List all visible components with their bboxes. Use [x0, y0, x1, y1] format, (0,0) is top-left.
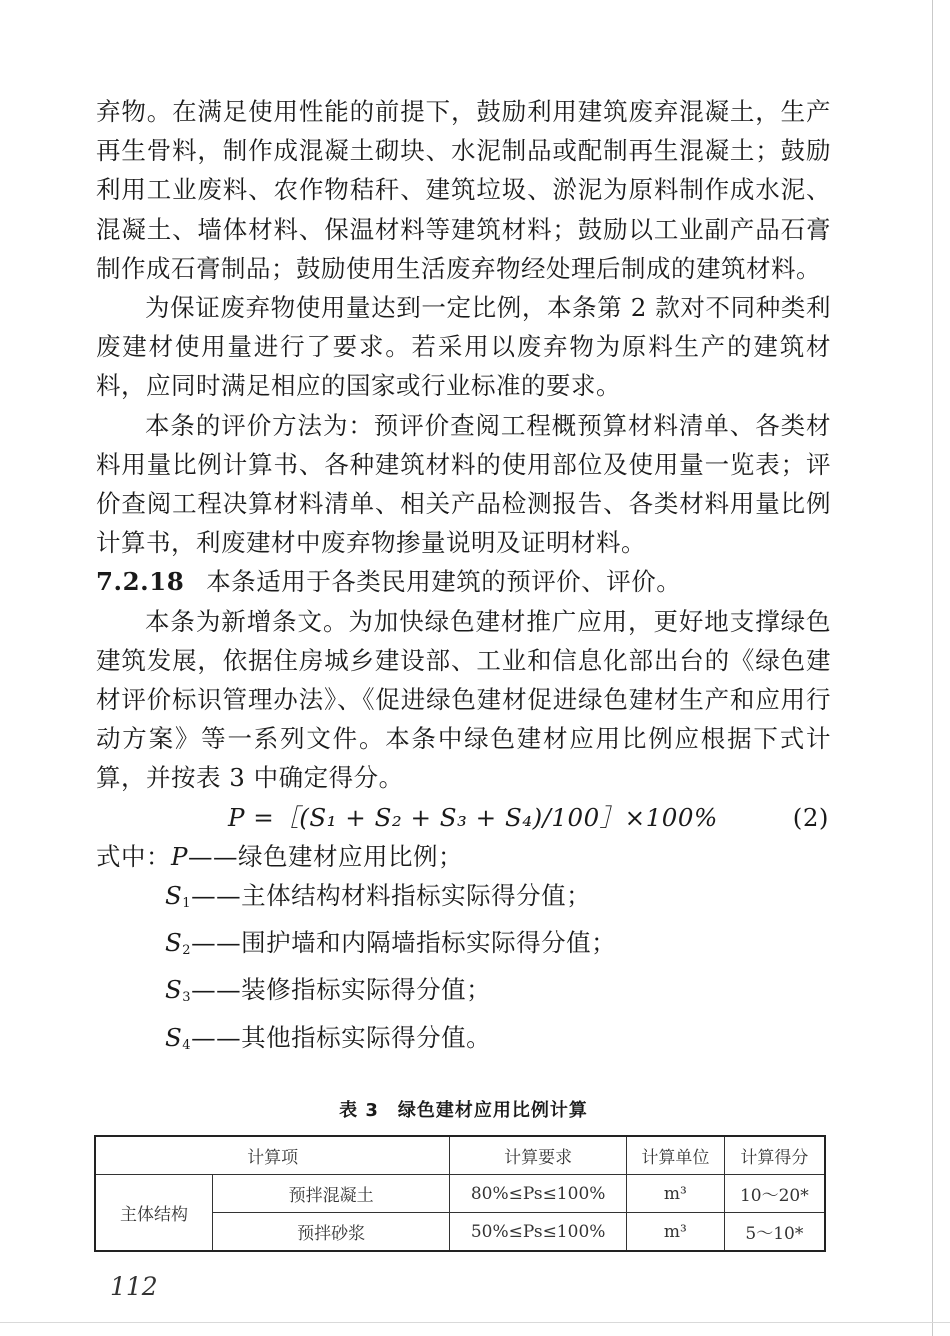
- symbol-S2: S: [165, 928, 183, 958]
- symbol-S3-sub: 3: [182, 990, 192, 1006]
- symbol-S1: S: [165, 881, 183, 911]
- definition-S3-text: ——装修指标实际得分值；: [191, 975, 492, 1005]
- body-text: [96, 92, 831, 1065]
- symbol-S4: S: [165, 1022, 183, 1052]
- formula: P =［(S₁ + S₂ + S₃ + S₄)/100］×100%: [228, 802, 718, 832]
- cell-unit: m³: [627, 1213, 725, 1252]
- page-edge-right: [932, 0, 933, 1336]
- definition-S1-text: ——主体结构材料指标实际得分值；: [191, 881, 592, 911]
- symbol-S3: S: [165, 975, 183, 1005]
- clause-heading: [96, 562, 831, 601]
- paragraph-evaluation-method: 本条的评价方法为：预评价查阅工程概预算材料清单、各类材料用量比例计算书、各种建筑材料的使用部位及使用量一览表；评价查阅工程决算材料清单、相关产品检测报告、各类材料用量比例计算书，利废建材中废弃物掺量说明及证明材料。: [96, 410, 831, 558]
- definition-S3: [96, 970, 831, 1017]
- cell-item: 预拌砂浆: [213, 1213, 450, 1252]
- symbol-S4-sub: 4: [182, 1037, 192, 1053]
- symbol-S1-sub: 1: [182, 896, 192, 912]
- page-edge-bottom: [0, 1322, 950, 1323]
- definition-P-text: ——绿色建材应用比例；: [188, 841, 463, 871]
- cell-score: 10～20*: [724, 1175, 825, 1213]
- header-score: 计算得分: [724, 1136, 825, 1175]
- header-unit: 计算单位: [627, 1136, 725, 1175]
- definition-P: [96, 837, 831, 876]
- header-requirement: 计算要求: [450, 1136, 627, 1175]
- formula-row: [96, 798, 831, 837]
- table-header-row: [95, 1136, 825, 1175]
- ratio-table: [94, 1135, 826, 1252]
- definition-S1: [96, 876, 831, 923]
- cell-unit: m³: [627, 1175, 725, 1213]
- group-label: 主体结构: [95, 1175, 213, 1252]
- symbol-P: P: [171, 841, 188, 871]
- paragraph-continuation: 弃物。在满足使用性能的前提下，鼓励利用建筑废弃混凝土，生产再生骨料，制作成混凝土砌块、水泥制品或配制再生混凝土；鼓励利用工业废料、农作物秸秆、建筑垃圾、淤泥为原料制作成水泥、混凝土、墙体材料、保温材料等建筑材料；鼓励以工业副产品石膏制作成石膏制品；鼓励使用生活废弃物经处理后制成的建筑材料。: [96, 97, 831, 283]
- formula-number: (2): [792, 802, 829, 832]
- definition-S2-text: ——围护墙和内隔墙指标实际得分值；: [191, 928, 617, 958]
- cell-requirement: 50%≤Ps≤100%: [450, 1213, 627, 1252]
- table-row: [95, 1175, 825, 1213]
- paragraph-new-clause: 本条为新增条文。为加快绿色建材推广应用，更好地支撑绿色建筑发展，依据住房城乡建设部、工业和信息化部出台的《绿色建材评价标识管理办法》、《促进绿色建材促进绿色建材生产和应用行动方案》等一系列文件。本条中绿色建材应用比例应根据下式计算，并按表 3 中确定得分。: [96, 606, 831, 793]
- clause-number: 7.2.18: [96, 567, 185, 597]
- clause-text: 本条适用于各类民用建筑的预评价、评价。: [206, 567, 682, 597]
- paragraph-waste-ratio: 为保证废弃物使用量达到一定比例，本条第 2 款对不同种类利废建材使用量进行了要求。若采用以废弃物为原料生产的建筑材料，应同时满足相应的国家或行业标准的要求。: [96, 293, 831, 401]
- definition-S4-text: ——其他指标实际得分值。: [191, 1022, 492, 1052]
- cell-score: 5～10*: [724, 1213, 825, 1252]
- symbol-S2-sub: 2: [182, 943, 192, 959]
- header-item: 计算项: [95, 1136, 450, 1175]
- definition-S4: [96, 1018, 831, 1065]
- page-number: 112: [110, 1272, 158, 1301]
- cell-item: 预拌混凝土: [213, 1175, 450, 1213]
- definition-lead: 式中：: [96, 841, 171, 871]
- cell-requirement: 80%≤Ps≤100%: [450, 1175, 627, 1213]
- definition-S2: [96, 923, 831, 970]
- table-caption: 表 3 绿色建材应用比例计算: [339, 1100, 588, 1121]
